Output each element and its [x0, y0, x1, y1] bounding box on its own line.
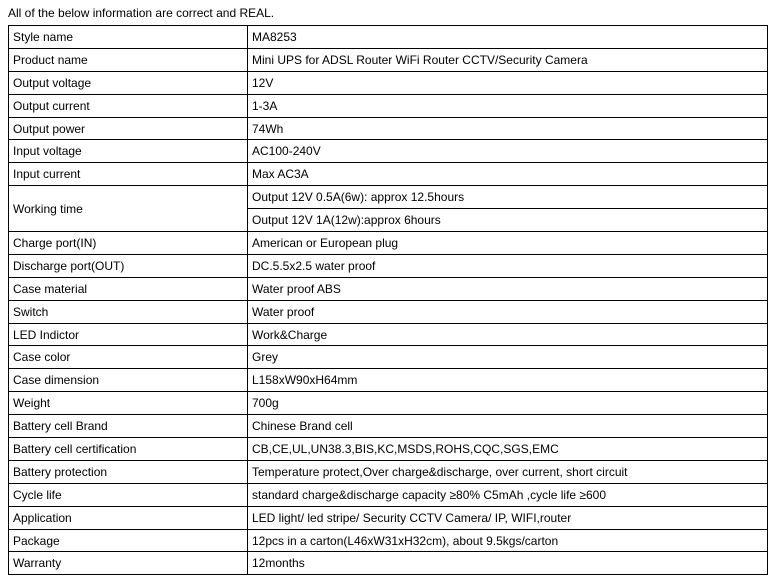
spec-table: [8, 25, 768, 575]
spec-row: [9, 48, 768, 71]
spec-row: [9, 483, 768, 506]
spec-value: Mini UPS for ADSL Router WiFi Router CCTV/Security Camera: [248, 48, 768, 71]
spec-row: [9, 438, 768, 461]
spec-row: [9, 186, 768, 209]
spec-label: LED Indictor: [9, 323, 248, 346]
spec-row: [9, 392, 768, 415]
spec-label: Switch: [9, 300, 248, 323]
spec-row: [9, 529, 768, 552]
spec-value: 74Wh: [248, 117, 768, 140]
spec-table-body: [9, 26, 768, 575]
spec-label: Case material: [9, 277, 248, 300]
spec-value: Temperature protect,Over charge&discharge, over current, short circuit: [248, 460, 768, 483]
spec-row: [9, 232, 768, 255]
spec-row: [9, 140, 768, 163]
spec-value: Water proof: [248, 300, 768, 323]
spec-row: [9, 254, 768, 277]
spec-row: [9, 26, 768, 49]
spec-label: Battery cell Brand: [9, 415, 248, 438]
spec-value: Max AC3A: [248, 163, 768, 186]
spec-label: Product name: [9, 48, 248, 71]
spec-label: Battery cell certification: [9, 438, 248, 461]
spec-value: Water proof ABS: [248, 277, 768, 300]
spec-row: [9, 460, 768, 483]
spec-label: Style name: [9, 26, 248, 49]
spec-value: Grey: [248, 346, 768, 369]
spec-value: MA8253: [248, 26, 768, 49]
spec-label: Output current: [9, 94, 248, 117]
spec-label: Case dimension: [9, 369, 248, 392]
spec-label: Input current: [9, 163, 248, 186]
spec-row: [9, 94, 768, 117]
spec-value: American or European plug: [248, 232, 768, 255]
spec-value: 12pcs in a carton(L46xW31xH32cm), about 9.5kgs/carton: [248, 529, 768, 552]
spec-value: Output 12V 0.5A(6w): approx 12.5hours: [248, 186, 768, 209]
spec-row: [9, 163, 768, 186]
spec-value: LED light/ led stripe/ Security CCTV Camera/ IP, WIFI,router: [248, 506, 768, 529]
page-title: All of the below information are correct and REAL.: [8, 6, 275, 20]
spec-value: 700g: [248, 392, 768, 415]
spec-row: [9, 369, 768, 392]
spec-label: Case color: [9, 346, 248, 369]
spec-label: Application: [9, 506, 248, 529]
spec-value: 12months: [248, 552, 768, 575]
spec-value: Work&Charge: [248, 323, 768, 346]
spec-label: Output power: [9, 117, 248, 140]
spec-label: Weight: [9, 392, 248, 415]
spec-value: Output 12V 1A(12w):approx 6hours: [248, 209, 768, 232]
spec-row: [9, 552, 768, 575]
spec-label: Cycle life: [9, 483, 248, 506]
spec-label: Working time: [9, 186, 248, 232]
spec-row: [9, 300, 768, 323]
spec-row: [9, 277, 768, 300]
spec-label: Input voltage: [9, 140, 248, 163]
spec-row: [9, 71, 768, 94]
spec-row: [9, 415, 768, 438]
spec-label: Package: [9, 529, 248, 552]
spec-row: [9, 346, 768, 369]
spec-value: AC100-240V: [248, 140, 768, 163]
spec-row: [9, 506, 768, 529]
spec-label: Charge port(IN): [9, 232, 248, 255]
spec-value: standard charge&discharge capacity ≥80% C5mAh ,cycle life ≥600: [248, 483, 768, 506]
spec-value: CB,CE,UL,UN38.3,BIS,KC,MSDS,ROHS,CQC,SGS,EMC: [248, 438, 768, 461]
spec-value: 1-3A: [248, 94, 768, 117]
spec-row: [9, 117, 768, 140]
spec-row: [9, 323, 768, 346]
spec-label: Output voltage: [9, 71, 248, 94]
spec-label: Battery protection: [9, 460, 248, 483]
spec-label: Discharge port(OUT): [9, 254, 248, 277]
spec-value: L158xW90xH64mm: [248, 369, 768, 392]
spec-value: 12V: [248, 71, 768, 94]
spec-value: DC.5.5x2.5 water proof: [248, 254, 768, 277]
spec-value: Chinese Brand cell: [248, 415, 768, 438]
spec-label: Warranty: [9, 552, 248, 575]
